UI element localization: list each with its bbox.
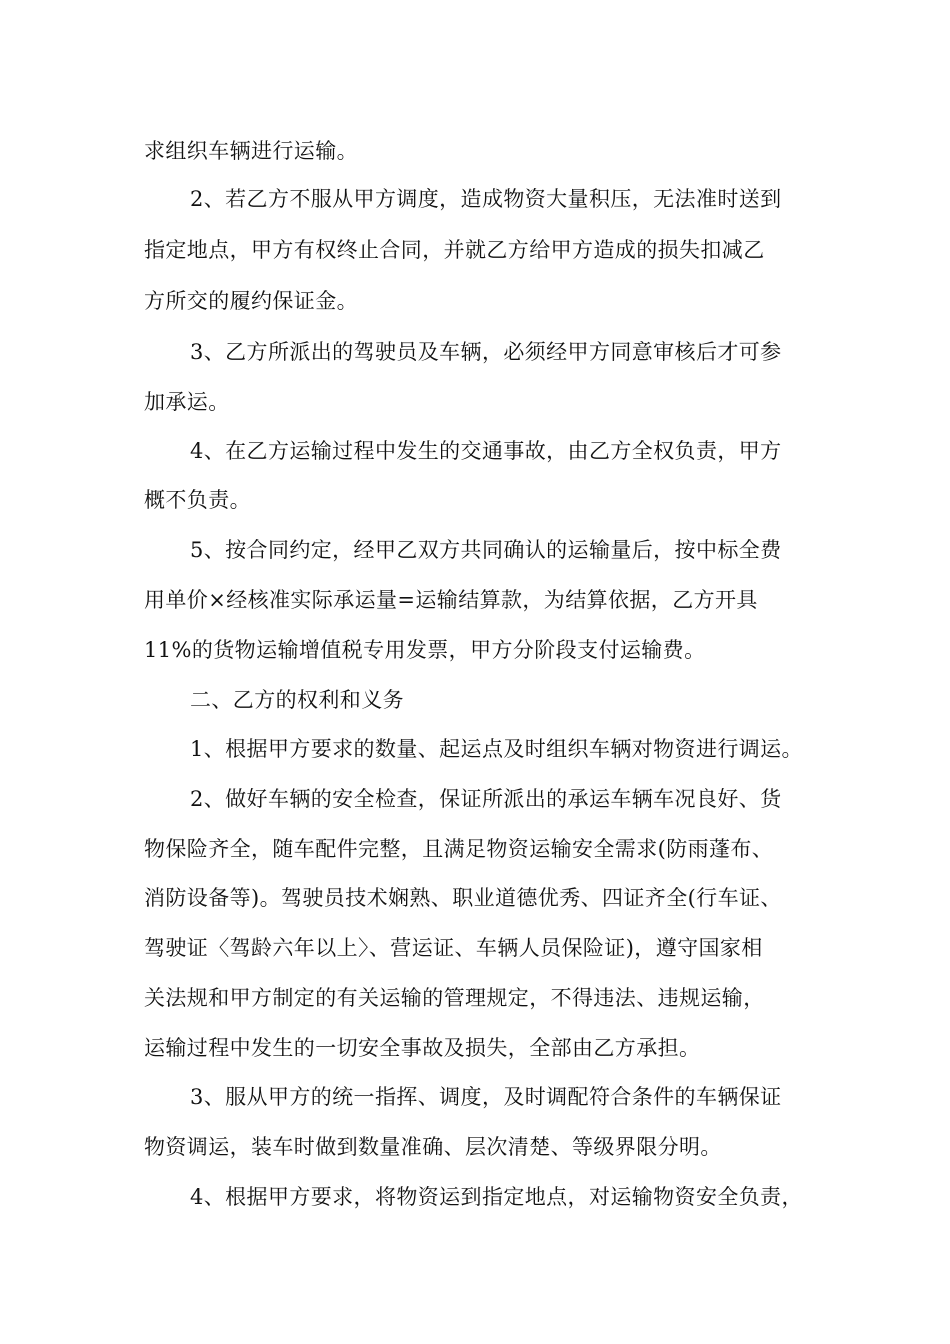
text-line: 求组织车辆进行运输。 (144, 139, 358, 163)
text-line: 3、服从甲方的统一指挥、调度，及时调配符合条件的车辆保证 (190, 1085, 782, 1109)
text-line: 2、做好车辆的安全检查，保证所派出的承运车辆车况良好、货 (190, 787, 782, 811)
text-line: 物保险齐全，随车配件完整，且满足物资运输安全需求(防雨蓬布、 (144, 837, 774, 861)
text-line: 1、根据甲方要求的数量、起运点及时组织车辆对物资进行调运。 (190, 737, 803, 761)
text-line: 指定地点，甲方有权终止合同，并就乙方给甲方造成的损失扣减乙 (144, 238, 765, 262)
text-line: 消防设备等)。驾驶员技术娴熟、职业道德优秀、四证齐全(行车证、 (144, 886, 782, 910)
section-heading: 二、乙方的权利和义务 (190, 688, 404, 712)
text-line: 驾驶证〈驾龄六年以上〉、营运证、车辆人员保险证)，遵守国家相 (144, 936, 763, 960)
text-line: 3、乙方所派出的驾驶员及车辆，必须经甲方同意审核后才可参 (190, 340, 782, 364)
text-line: 加承运。 (144, 390, 230, 414)
text-line: 物资调运，装车时做到数量准确、层次清楚、等级界限分明。 (144, 1135, 722, 1159)
text-line: 11%的货物运输增值税专用发票，甲方分阶段支付运输费。 (144, 638, 706, 662)
text-line: 4、在乙方运输过程中发生的交通事故，由乙方全权负责，甲方 (190, 439, 782, 463)
text-line: 概不负责。 (144, 488, 251, 512)
text-line: 运输过程中发生的一切安全事故及损失，全部由乙方承担。 (144, 1036, 701, 1060)
text-line: 关法规和甲方制定的有关运输的管理规定，不得违法、违规运输， (144, 986, 765, 1010)
text-line: 方所交的履约保证金。 (144, 289, 358, 313)
text-line: 用单价×经核准实际承运量=运输结算款，为结算依据，乙方开具 (144, 588, 758, 612)
text-line: 4、根据甲方要求，将物资运到指定地点，对运输物资安全负责， (190, 1185, 803, 1209)
text-line: 2、若乙方不服从甲方调度，造成物资大量积压，无法准时送到 (190, 187, 782, 211)
text-line: 5、按合同约定，经甲乙双方共同确认的运输量后，按中标全费 (190, 538, 782, 562)
